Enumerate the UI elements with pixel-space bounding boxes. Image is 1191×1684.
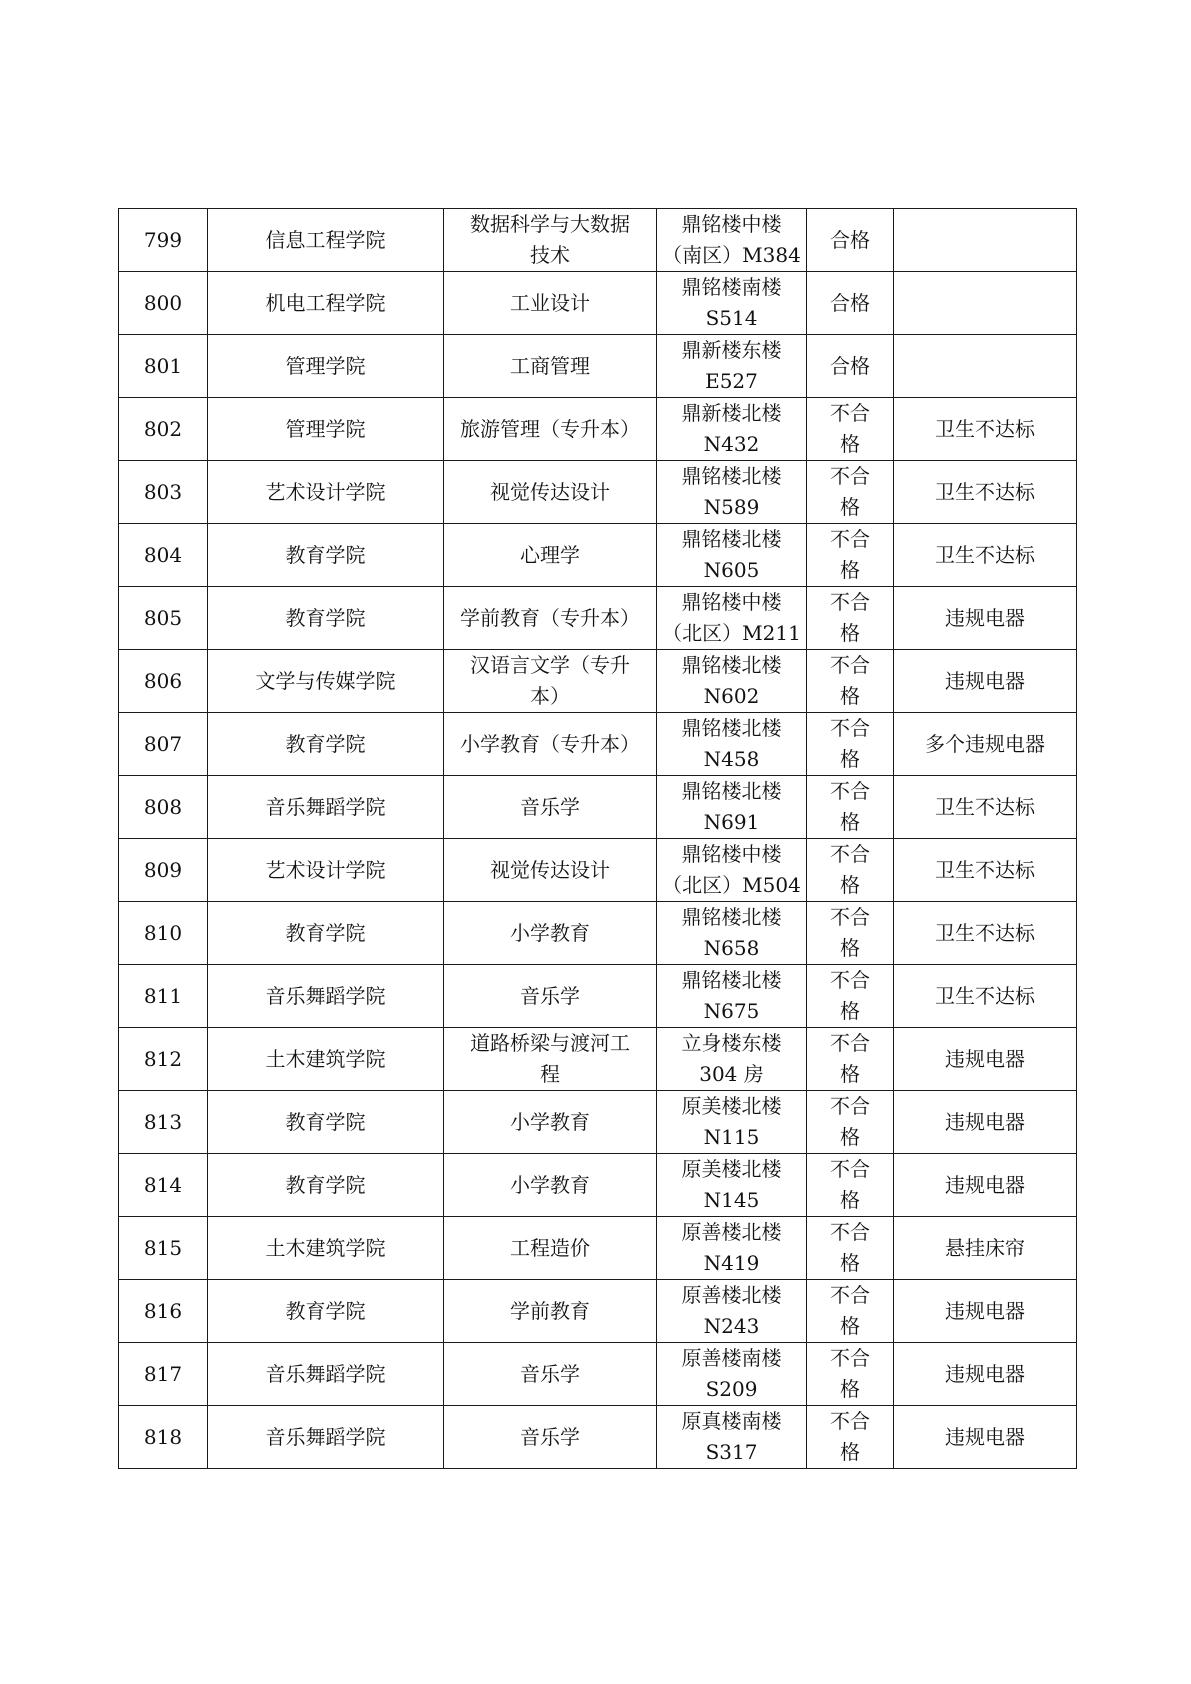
- cell-result-line: 格: [840, 1377, 860, 1401]
- table-row-808: [119, 776, 1077, 839]
- cell-college: 管理学院: [208, 335, 444, 398]
- cell-college: 音乐舞蹈学院: [208, 776, 444, 839]
- cell-room-line: N432: [703, 432, 760, 456]
- cell-result: [807, 1406, 894, 1469]
- cell-number: 813: [119, 1091, 208, 1154]
- cell-college: 教育学院: [208, 1154, 444, 1217]
- cell-major-line: 学前教育: [510, 1298, 590, 1323]
- cell-result: [807, 1028, 894, 1091]
- cell-major: [444, 209, 657, 272]
- cell-number: 818: [119, 1406, 208, 1469]
- cell-number: 811: [119, 965, 208, 1028]
- cell-result-line: 不合: [830, 842, 870, 866]
- cell-result-line: 不合: [830, 401, 870, 425]
- cell-result-line: 格: [840, 936, 860, 960]
- cell-number: 799: [119, 209, 208, 272]
- cell-major: [444, 713, 657, 776]
- cell-room: [657, 1343, 807, 1406]
- table-row-809: [119, 839, 1077, 902]
- cell-college: 教育学院: [208, 1280, 444, 1343]
- cell-college: 文学与传媒学院: [208, 650, 444, 713]
- table-row-817: [119, 1343, 1077, 1406]
- cell-result-line: 不合: [830, 1094, 870, 1118]
- cell-room-line: 鼎新楼东楼: [681, 338, 782, 362]
- cell-major: [444, 587, 657, 650]
- cell-result: [807, 524, 894, 587]
- cell-number: 800: [119, 272, 208, 335]
- cell-result: [807, 902, 894, 965]
- cell-result-line: 格: [840, 1440, 860, 1464]
- cell-college: 教育学院: [208, 1091, 444, 1154]
- cell-room-line: N658: [703, 936, 760, 960]
- cell-room: [657, 587, 807, 650]
- cell-major: [444, 839, 657, 902]
- cell-major: [444, 461, 657, 524]
- cell-remark: 违规电器: [894, 650, 1077, 713]
- cell-result-line: 格: [840, 1062, 860, 1086]
- table-row-813: [119, 1091, 1077, 1154]
- cell-room: [657, 1217, 807, 1280]
- cell-college: 音乐舞蹈学院: [208, 1343, 444, 1406]
- cell-major: [444, 524, 657, 587]
- cell-room: [657, 650, 807, 713]
- cell-result-line: 不合: [830, 464, 870, 488]
- cell-college: 信息工程学院: [208, 209, 444, 272]
- cell-result-line: 不合: [830, 1157, 870, 1181]
- cell-room-line: 鼎铭楼北楼: [681, 905, 782, 929]
- cell-room-line: 鼎铭楼北楼: [681, 653, 782, 677]
- cell-result-line: 不合: [830, 905, 870, 929]
- cell-room-line: E527: [705, 369, 758, 393]
- cell-college: 艺术设计学院: [208, 839, 444, 902]
- cell-room-line: S317: [705, 1440, 758, 1464]
- cell-result-line: 合格: [830, 227, 870, 252]
- cell-result-line: 不合: [830, 1031, 870, 1055]
- cell-number: 812: [119, 1028, 208, 1091]
- cell-remark: 违规电器: [894, 1091, 1077, 1154]
- cell-room-line: 鼎铭楼中楼: [681, 590, 782, 614]
- cell-room-line: N458: [703, 747, 760, 771]
- cell-number: 816: [119, 1280, 208, 1343]
- cell-room-line: 鼎铭楼北楼: [681, 779, 782, 803]
- cell-room-line: N115: [703, 1125, 760, 1149]
- cell-room-line: 立身楼东楼: [681, 1031, 782, 1055]
- table-row-800: [119, 272, 1077, 335]
- table-body: [119, 209, 1077, 1469]
- cell-major-line: 数据科学与大数据: [470, 212, 630, 236]
- cell-room: [657, 1028, 807, 1091]
- cell-major-line: 视觉传达设计: [490, 857, 610, 882]
- cell-college: 音乐舞蹈学院: [208, 965, 444, 1028]
- cell-result: [807, 1280, 894, 1343]
- cell-room-line: 鼎铭楼南楼: [681, 275, 782, 299]
- table-row-805: [119, 587, 1077, 650]
- cell-major: [444, 776, 657, 839]
- cell-result-line: 格: [840, 810, 860, 834]
- cell-room-line: 鼎铭楼北楼: [681, 527, 782, 551]
- cell-room-line: 原美楼北楼: [681, 1157, 782, 1181]
- cell-result: [807, 335, 894, 398]
- cell-result-line: 格: [840, 1314, 860, 1338]
- cell-remark: 卫生不达标: [894, 965, 1077, 1028]
- table-row-811: [119, 965, 1077, 1028]
- cell-major-line: 学前教育（专升本）: [460, 605, 640, 630]
- cell-major-line: 音乐学: [520, 1424, 580, 1449]
- cell-remark: [894, 335, 1077, 398]
- cell-room-line: N419: [703, 1251, 760, 1275]
- cell-result: [807, 398, 894, 461]
- cell-major: [444, 650, 657, 713]
- cell-result: [807, 1154, 894, 1217]
- cell-result-line: 格: [840, 495, 860, 519]
- cell-result-line: 不合: [830, 590, 870, 614]
- cell-result-line: 格: [840, 1251, 860, 1275]
- cell-remark: 多个违规电器: [894, 713, 1077, 776]
- cell-result-line: 不合: [830, 527, 870, 551]
- cell-room-line: 鼎铭楼中楼: [681, 212, 782, 236]
- cell-college: 教育学院: [208, 524, 444, 587]
- cell-result-line: 格: [840, 558, 860, 582]
- cell-major-line: 程: [540, 1062, 560, 1086]
- table-row-818: [119, 1406, 1077, 1469]
- cell-major: [444, 272, 657, 335]
- dormitory-inspection-table: [118, 208, 1077, 1469]
- cell-room: [657, 524, 807, 587]
- cell-major: [444, 1028, 657, 1091]
- cell-result: [807, 1343, 894, 1406]
- cell-room: [657, 776, 807, 839]
- cell-number: 817: [119, 1343, 208, 1406]
- cell-room: [657, 902, 807, 965]
- cell-result-line: 不合: [830, 716, 870, 740]
- cell-room-line: N602: [703, 684, 760, 708]
- cell-result-line: 不合: [830, 1409, 870, 1433]
- cell-room: [657, 209, 807, 272]
- cell-result: [807, 461, 894, 524]
- cell-room: [657, 398, 807, 461]
- cell-major-line: 音乐学: [520, 983, 580, 1008]
- cell-major-line: 视觉传达设计: [490, 479, 610, 504]
- cell-number: 804: [119, 524, 208, 587]
- cell-room-line: N589: [703, 495, 760, 519]
- cell-result: [807, 713, 894, 776]
- cell-result-line: 合格: [830, 353, 870, 378]
- cell-major-line: 技术: [530, 243, 570, 267]
- cell-remark: 违规电器: [894, 1028, 1077, 1091]
- cell-room-line: N605: [703, 558, 760, 582]
- cell-result-line: 不合: [830, 1283, 870, 1307]
- cell-major: [444, 398, 657, 461]
- cell-major-line: 汉语言文学（专升: [470, 653, 630, 677]
- cell-major-line: 本）: [530, 684, 570, 708]
- cell-number: 801: [119, 335, 208, 398]
- cell-room-line: 原善楼北楼: [681, 1220, 782, 1244]
- cell-room-line: 鼎铭楼中楼: [681, 842, 782, 866]
- cell-remark: 违规电器: [894, 1154, 1077, 1217]
- cell-room-line: 鼎铭楼北楼: [681, 716, 782, 740]
- cell-major: [444, 335, 657, 398]
- cell-room: [657, 461, 807, 524]
- cell-room: [657, 713, 807, 776]
- cell-room: [657, 965, 807, 1028]
- cell-result-line: 格: [840, 999, 860, 1023]
- cell-room-line: N675: [703, 999, 760, 1023]
- cell-remark: 卫生不达标: [894, 461, 1077, 524]
- cell-room-line: （北区）M211: [662, 621, 801, 645]
- cell-room-line: 原美楼北楼: [681, 1094, 782, 1118]
- cell-remark: 违规电器: [894, 1343, 1077, 1406]
- cell-result-line: 格: [840, 684, 860, 708]
- table-row-815: [119, 1217, 1077, 1280]
- cell-college: 教育学院: [208, 587, 444, 650]
- cell-room-line: 鼎新楼北楼: [681, 401, 782, 425]
- cell-college: 音乐舞蹈学院: [208, 1406, 444, 1469]
- table-row-801: [119, 335, 1077, 398]
- cell-result: [807, 965, 894, 1028]
- cell-major: [444, 1280, 657, 1343]
- cell-major-line: 小学教育: [510, 1172, 590, 1197]
- cell-result: [807, 209, 894, 272]
- cell-room-line: S514: [705, 306, 758, 330]
- cell-room: [657, 1280, 807, 1343]
- cell-result-line: 格: [840, 1188, 860, 1212]
- cell-major: [444, 1217, 657, 1280]
- table-row-812: [119, 1028, 1077, 1091]
- cell-number: 806: [119, 650, 208, 713]
- cell-result-line: 格: [840, 621, 860, 645]
- cell-result-line: 不合: [830, 1220, 870, 1244]
- cell-number: 807: [119, 713, 208, 776]
- cell-number: 809: [119, 839, 208, 902]
- cell-result: [807, 1217, 894, 1280]
- cell-college: 土木建筑学院: [208, 1028, 444, 1091]
- cell-remark: [894, 272, 1077, 335]
- cell-room: [657, 1154, 807, 1217]
- cell-number: 805: [119, 587, 208, 650]
- cell-college: 土木建筑学院: [208, 1217, 444, 1280]
- cell-room: [657, 1091, 807, 1154]
- cell-room-line: N145: [703, 1188, 760, 1212]
- cell-room-line: （北区）M504: [662, 873, 801, 897]
- cell-result: [807, 839, 894, 902]
- table-row-814: [119, 1154, 1077, 1217]
- cell-major-line: 小学教育（专升本）: [460, 731, 640, 756]
- cell-result-line: 格: [840, 747, 860, 771]
- cell-college: 管理学院: [208, 398, 444, 461]
- cell-result: [807, 776, 894, 839]
- cell-major-line: 小学教育: [510, 920, 590, 945]
- cell-major-line: 旅游管理（专升本）: [460, 416, 640, 441]
- cell-major: [444, 902, 657, 965]
- table-row-806: [119, 650, 1077, 713]
- cell-result-line: 格: [840, 1125, 860, 1149]
- cell-remark: 卫生不达标: [894, 776, 1077, 839]
- cell-college: 机电工程学院: [208, 272, 444, 335]
- table-row-799: [119, 209, 1077, 272]
- cell-result: [807, 650, 894, 713]
- cell-major: [444, 1091, 657, 1154]
- cell-room-line: N691: [703, 810, 760, 834]
- cell-result-line: 合格: [830, 290, 870, 315]
- cell-major-line: 小学教育: [510, 1109, 590, 1134]
- cell-remark: 卫生不达标: [894, 524, 1077, 587]
- cell-room-line: 原善楼北楼: [681, 1283, 782, 1307]
- table-row-804: [119, 524, 1077, 587]
- cell-major: [444, 1154, 657, 1217]
- cell-remark: 卫生不达标: [894, 839, 1077, 902]
- cell-major: [444, 965, 657, 1028]
- cell-college: 教育学院: [208, 902, 444, 965]
- table-row-816: [119, 1280, 1077, 1343]
- cell-major-line: 工商管理: [510, 353, 590, 378]
- cell-result-line: 格: [840, 873, 860, 897]
- cell-room-line: 304 房: [699, 1062, 764, 1086]
- cell-number: 814: [119, 1154, 208, 1217]
- cell-remark: 悬挂床帘: [894, 1217, 1077, 1280]
- cell-room: [657, 335, 807, 398]
- cell-remark: 违规电器: [894, 1406, 1077, 1469]
- cell-major: [444, 1406, 657, 1469]
- cell-number: 803: [119, 461, 208, 524]
- cell-result-line: 格: [840, 432, 860, 456]
- cell-number: 802: [119, 398, 208, 461]
- cell-number: 815: [119, 1217, 208, 1280]
- cell-major-line: 音乐学: [520, 794, 580, 819]
- cell-major-line: 道路桥梁与渡河工: [470, 1031, 630, 1055]
- cell-result-line: 不合: [830, 779, 870, 803]
- cell-major-line: 音乐学: [520, 1361, 580, 1386]
- cell-number: 810: [119, 902, 208, 965]
- cell-room-line: （南区）M384: [662, 243, 801, 267]
- cell-room-line: N243: [703, 1314, 760, 1338]
- cell-remark: 违规电器: [894, 587, 1077, 650]
- cell-room: [657, 839, 807, 902]
- cell-room-line: 鼎铭楼北楼: [681, 464, 782, 488]
- cell-result-line: 不合: [830, 968, 870, 992]
- cell-number: 808: [119, 776, 208, 839]
- cell-result: [807, 1091, 894, 1154]
- cell-college: 艺术设计学院: [208, 461, 444, 524]
- cell-room: [657, 272, 807, 335]
- cell-remark: 卫生不达标: [894, 902, 1077, 965]
- cell-result-line: 不合: [830, 1346, 870, 1370]
- cell-room-line: S209: [705, 1377, 758, 1401]
- cell-major-line: 工程造价: [510, 1235, 590, 1260]
- cell-college: 教育学院: [208, 713, 444, 776]
- table-row-803: [119, 461, 1077, 524]
- table-row-810: [119, 902, 1077, 965]
- cell-major-line: 工业设计: [510, 290, 590, 315]
- cell-room-line: 鼎铭楼北楼: [681, 968, 782, 992]
- cell-major-line: 心理学: [520, 542, 580, 567]
- cell-result: [807, 272, 894, 335]
- cell-remark: [894, 209, 1077, 272]
- table-row-807: [119, 713, 1077, 776]
- cell-room-line: 原善楼南楼: [681, 1346, 782, 1370]
- cell-result-line: 不合: [830, 653, 870, 677]
- cell-remark: 违规电器: [894, 1280, 1077, 1343]
- cell-room: [657, 1406, 807, 1469]
- cell-result: [807, 587, 894, 650]
- cell-remark: 卫生不达标: [894, 398, 1077, 461]
- cell-major: [444, 1343, 657, 1406]
- table-row-802: [119, 398, 1077, 461]
- cell-room-line: 原真楼南楼: [681, 1409, 782, 1433]
